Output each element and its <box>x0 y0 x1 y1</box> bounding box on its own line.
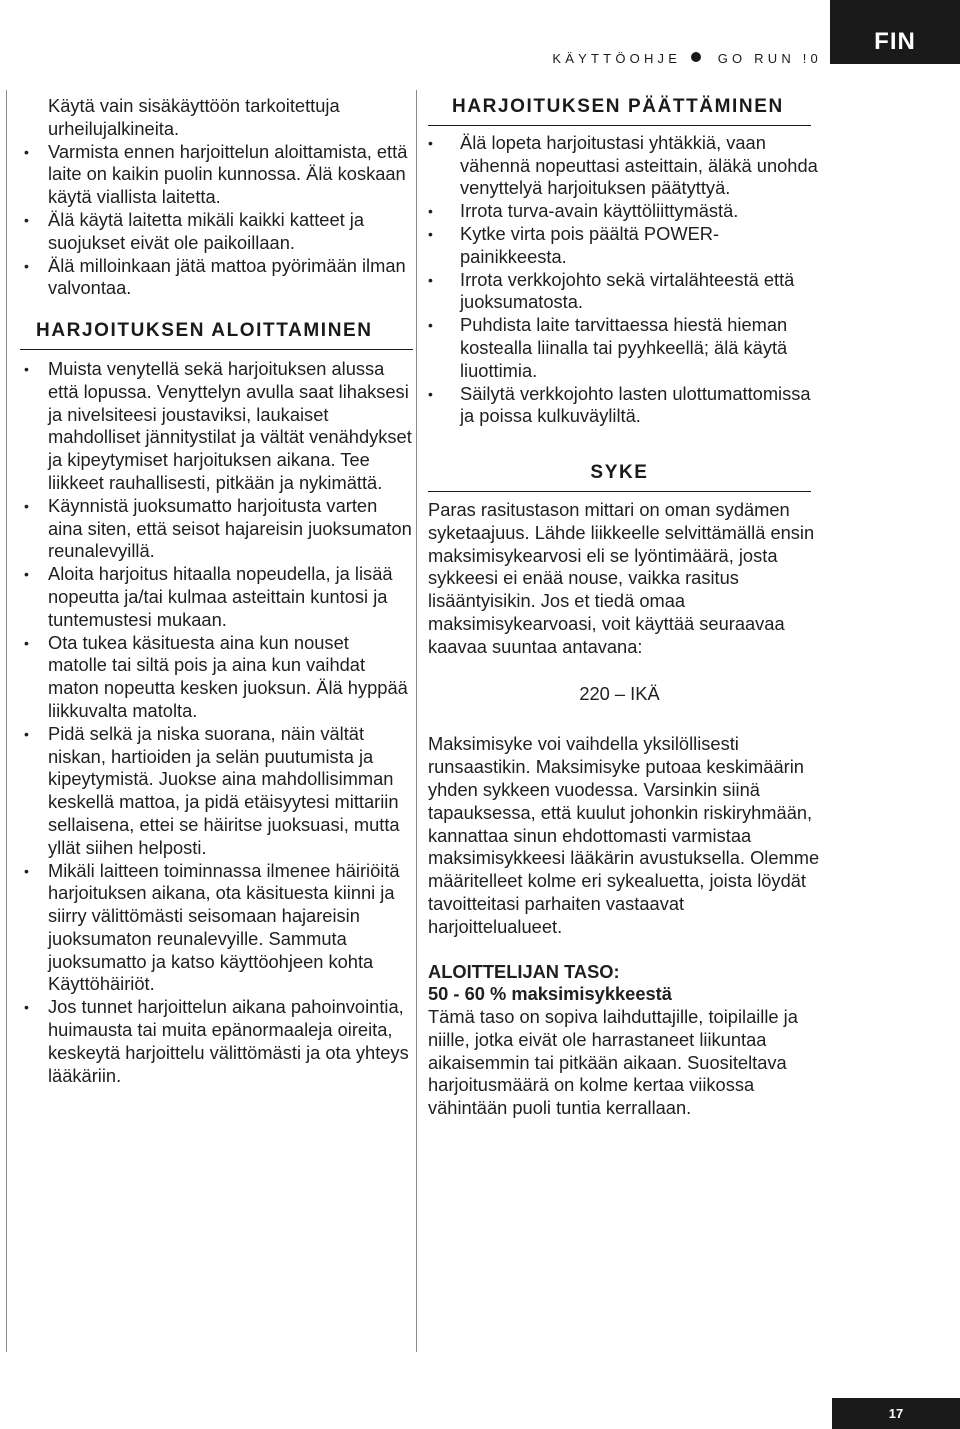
list-item: • Käynnistä juoksumatto harjoitusta varten aina siten, että seisot hajareisin juoksumaton reunalevyillä. <box>20 495 412 563</box>
list-item: • Älä milloinkaan jätä mattoa pyörimään ilman valvontaa. <box>20 255 412 301</box>
model-name: GO RUN !0 <box>717 51 822 66</box>
syke-paragraph: Paras rasitustason mittari on oman sydämen syketaajuus. Lähde liikkeelle selvittämällä ensin maksimisykearvosi eli se lyöntimäärä, josta sykkeesi ei enää nouse, vaikka rasitus lisääntyisikin. Jos et tiedä omaa maksimisykearvoasi, voit käyttää seuraavaa kaavaa suuntaa antavana: <box>428 498 815 657</box>
list-item: • Jos tunnet harjoittelun aikana pahoinvointia, huimausta tai muita epänormaaleja oireita, keskeytä harjoittelu välittömästi ja ota yhteys lääkäriin. <box>20 996 412 1087</box>
section-heading-start: HARJOITUKSEN ALOITTAMINEN <box>20 320 413 350</box>
list-item: • Ota tukea käsituesta aina kun nouset matolle tai siltä pois ja aina kun vaihdat maton nopeutta kesken juoksun. Älä hyppää liikkuvalta matolta. <box>20 632 412 723</box>
level-heading: ALOITTELIJAN TASO: <box>428 960 620 982</box>
list-item: • Kytke virta pois päältä POWER-painikkeesta. <box>428 223 820 269</box>
list-item: • Varmista ennen harjoittelun aloittamista, että laite on kaikin puolin kunnossa. Älä koskaan käytä viallista laitetta. <box>20 141 412 209</box>
column-divider-middle <box>416 90 417 1352</box>
list-item: • Mikäli laitteen toiminnassa ilmenee häiriöitä harjoituksen aikana, ota käsituesta kiinni ja siirry välittömästi seisomaan hajareisin juoksumaton reunalevyille. Sammuta juoksumatto ja katso käyttöohjeen kohta Käyttöhäiriöt. <box>20 860 412 997</box>
list-item: • Muista venytellä sekä harjoituksen alussa että lopussa. Venyttelyn avulla saat lihaksesi ja nivelsiteesi joustaviksi, laukaiset mahdolliset jännitystilat ja vältät venähdykset ja kipeytymiset harjoituksen aikana. Tee liikkeet rauhallisesti, pitkään ja nykimättä. <box>20 358 412 495</box>
level-paragraph: Tämä taso on sopiva laihduttajille, toipilaille ja niille, jotka eivät ole harrastaneet liikuntaa aikaisemmin tai pitkään aikaan. Suositeltava harjoitusmäärä on kolme kertaa viikossa vähintään puoli tuntia kerrallaan. <box>428 1006 798 1119</box>
left-column <box>20 95 412 1087</box>
page-number-badge <box>832 1398 960 1429</box>
page-number: 17 <box>888 1406 904 1421</box>
end-list <box>428 132 820 428</box>
language-tab <box>830 0 960 64</box>
section-heading-end: HARJOITUKSEN PÄÄTTÄMINEN <box>428 96 811 126</box>
level-subheading: 50 - 60 % maksimisykkeestä <box>428 983 672 1005</box>
heart-rate-formula: 220 – IKÄ <box>579 682 660 704</box>
manual-title: KÄYTTÖOHJE <box>552 51 682 66</box>
list-item: • Aloita harjoitus hitaalla nopeudella, ja lisää nopeutta ja/tai kulmaa asteittain kuntosi ja tuntemustesi mukaan. <box>20 563 412 631</box>
list-item: • Säilytä verkkojohto lasten ulottumattomissa ja poissa kulkuväyliltä. <box>428 383 820 429</box>
column-divider-left <box>6 90 7 1352</box>
list-item: • Pidä selkä ja niska suorana, näin vältät niskan, hartioiden ja selän puutumista ja kipeytymistä. Juokse aina mahdollisimman keskellä mattoa, ja pidä etäisyytesi mittariin sellaisena, ettei se häiritse juoksuasi, mutta yllät siihen helposti. <box>20 723 412 860</box>
list-item: • Älä lopeta harjoitustasi yhtäkkiä, vaan vähennä nopeuttasi asteittain, äläkä unohda venyttelyä harjoituksen päätyttyä. <box>428 132 820 200</box>
list-item: • Puhdista laite tarvittaessa hiestä hieman kostealla liinalla tai pyyhkeellä; älä käytä liuottimia. <box>428 314 820 382</box>
bullet-dot-icon <box>691 52 701 62</box>
manual-header <box>552 51 822 66</box>
list-item: • Irrota turva-avain käyttöliittymästä. <box>428 200 820 223</box>
safety-list <box>20 141 412 301</box>
right-column <box>428 96 820 1120</box>
language-label: FIN <box>874 28 916 55</box>
intro-text: Käytä vain sisäkäyttöön tarkoitettuja urheilujalkineita. <box>48 95 340 139</box>
list-item: • Irrota verkkojohto sekä virtalähteestä että juoksumatosta. <box>428 269 820 315</box>
list-item: • Älä käytä laitetta mikäli kaikki katteet ja suojukset eivät ole paikoillaan. <box>20 209 412 255</box>
max-heart-rate-paragraph: Maksimisyke voi vaihdella yksilöllisesti runsaastikin. Maksimisyke putoaa keskimäärin yhden sykkeen vuodessa. Varsinkin siinä tapauksessa, että kuulut johonkin riskiryhmään, kannattaa sinun ehdottomasti varmistaa maksimisykkeesi lääkärin avustuksella. Olemme määritelleet kolme eri sykealuetta, joista löydät tavoitteitasi parhaiten vastaavat harjoittelualueet. <box>428 733 820 937</box>
section-heading-syke: SYKE <box>428 462 811 492</box>
start-list <box>20 358 412 1088</box>
